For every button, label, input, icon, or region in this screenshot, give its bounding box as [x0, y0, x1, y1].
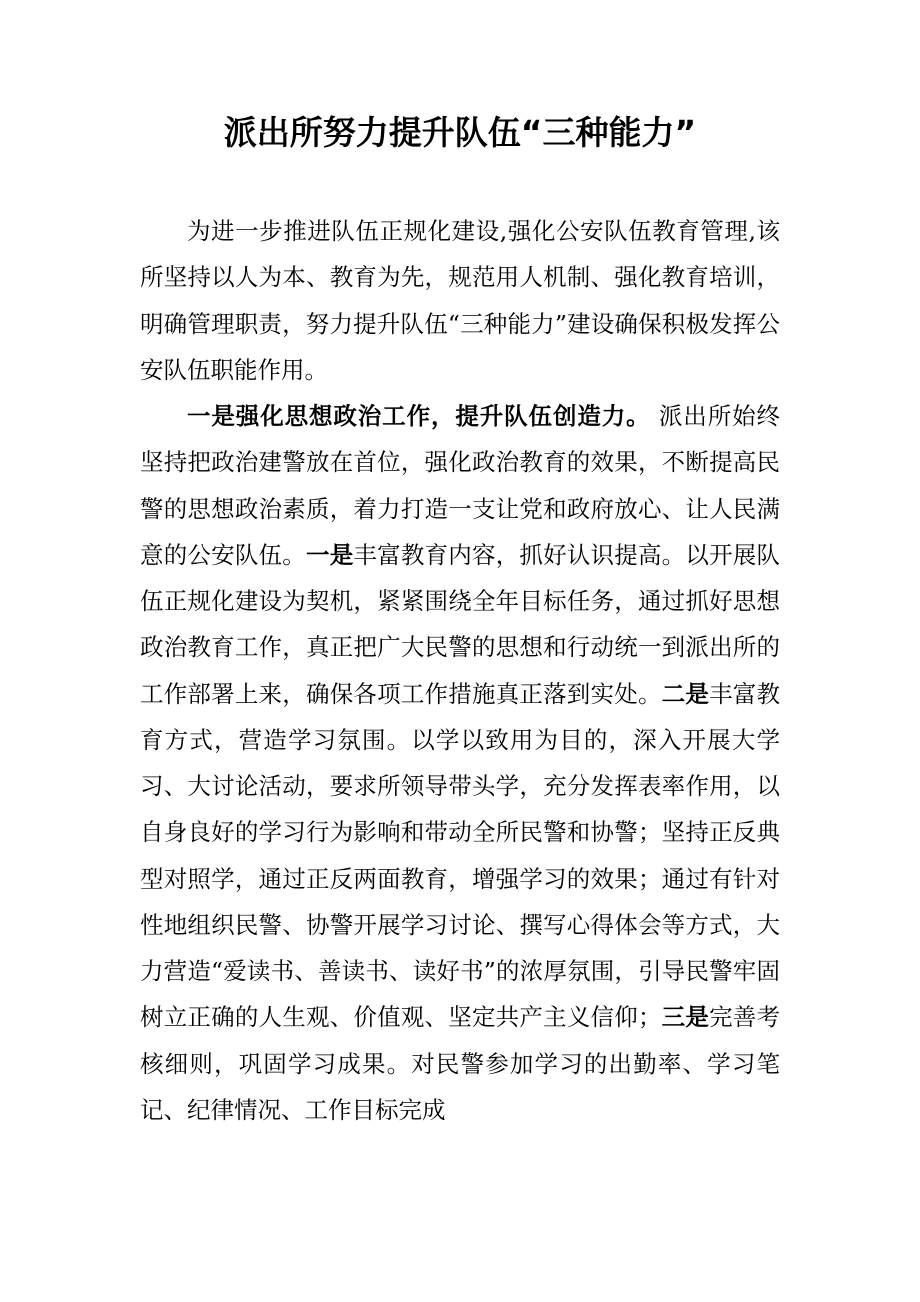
document-title: 派出所努力提升队伍“三种能力” — [223, 113, 697, 152]
section-one-text-b: 丰富教育内容，抓好认识提高。以开展队伍正规化建设为契机，紧紧围绕全年目标任务，通过抓好思想政治教育工作，真正把广大民警的思想和行动统一到派出所的工作部署上来，确保各项工作措施真正落到实处。 — [140, 540, 781, 708]
section-one-text-c: 丰富教育方式，营造学习氛围。以学以致用为目的，深入开展大学习、大讨论活动，要求所领导带头学，充分发挥表率作用，以自身良好的学习行为影响和带动全所民警和协警；坚持正反典型对照学，通过正反两面教育，增强学习的效果；通过有针对性地组织民警、协警开展学习讨论、撰写心得体会等方式，大力营造“爱读书、善读书、读好书”的浓厚氛围，引导民警牢固树立正确的人生观、价值观、坚定共产主义信仰； — [140, 679, 781, 1032]
section-one-text-d: 完善考核细则，巩固学习成果。对民警参加学习的出勤率、学习笔记、纪律情况、工作目标完成 — [140, 1003, 781, 1124]
document-body — [140, 208, 780, 1133]
marker-first: 一是 — [305, 540, 354, 569]
section-one-paragraph — [140, 393, 780, 1133]
intro-paragraph: 为进一步推进队伍正规化建设,强化公安队伍教育管理,该所坚持以人为本、教育为先，规范用人机制、强化教育培训，明确管理职责，努力提升队伍“三种能力”建设确保积极发挥公安队伍职能作用。 — [140, 217, 780, 384]
marker-third: 三是 — [661, 1003, 710, 1032]
marker-second: 二是 — [661, 679, 710, 708]
section-one-text-a: 派出所始终坚持把政治建警放在首位，强化政治教育的效果，不断提高民警的思想政治素质，着力打造一支让党和政府放心、让人民满意的公安队伍。 — [140, 402, 780, 569]
section-one-heading: 一是强化思想政治工作，提升队伍创造力。 — [187, 402, 651, 430]
